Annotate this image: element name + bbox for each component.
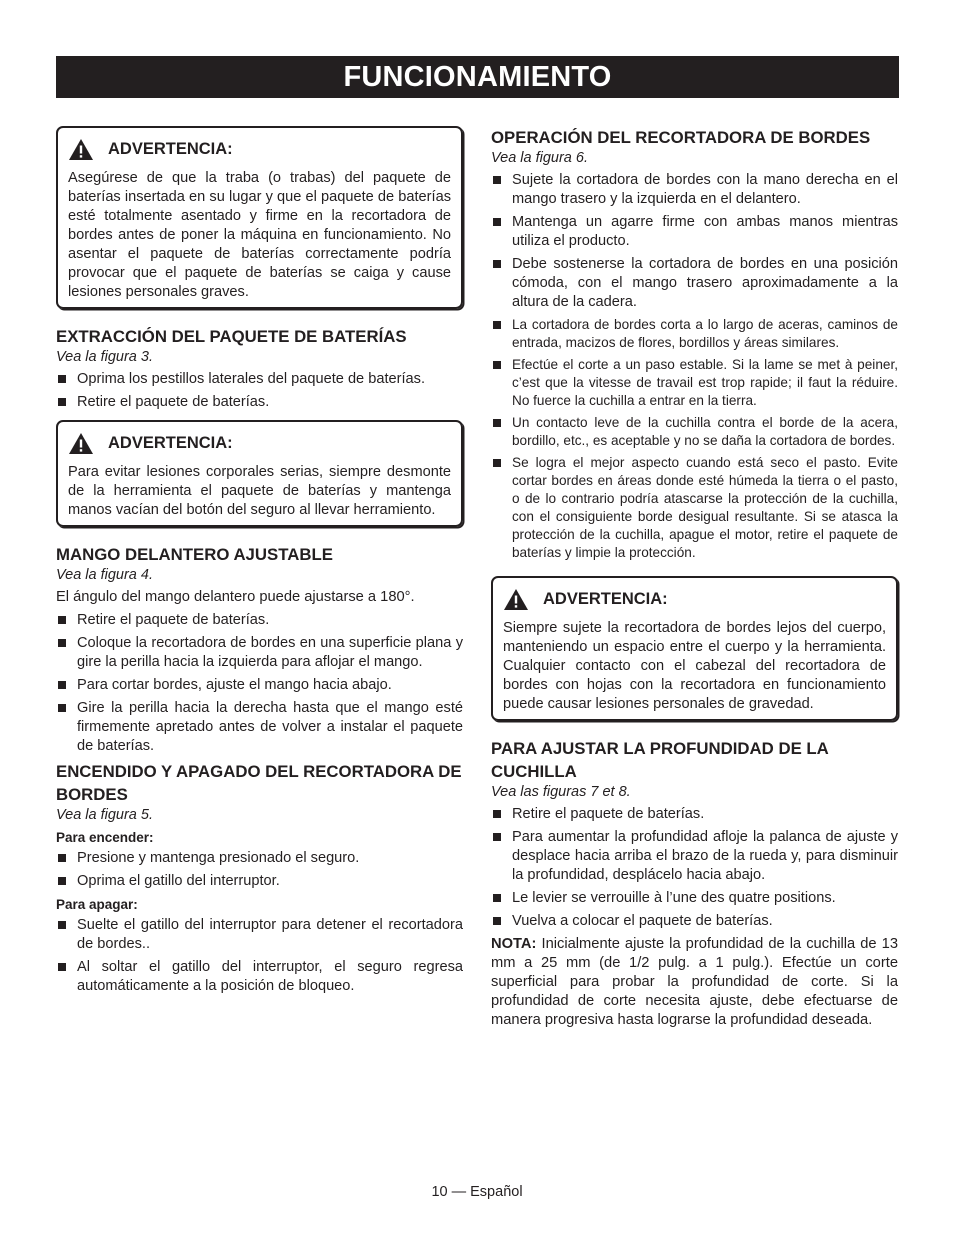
warning-title: ADVERTENCIA: <box>543 590 668 608</box>
warning-box-remove-battery <box>56 420 463 527</box>
list-item: Oprima el gatillo del interruptor. <box>56 872 463 891</box>
warning-triangle-icon <box>503 588 529 611</box>
section-title-extraccion: EXTRACCIÓN DEL PAQUETE DE BATERÍAS <box>56 327 407 346</box>
warning-text: Siempre sujete la recortadora de bordes lejos del cuerpo, manteniendo un espacio entre el cuerpo y la herramienta. Cualquier contacto con el cabezal del recortadora de bordes con hojas con la recortadora en funcionamiento puede causar lesiones personales de gravedad. <box>503 620 886 712</box>
list-item: Retire el paquete de baterías. <box>56 393 463 412</box>
note-paragraph <box>491 935 898 1030</box>
operacion-list <box>491 171 898 312</box>
mango-list <box>56 611 463 756</box>
figure-reference: Vea la figura 4. <box>56 567 153 583</box>
list-item: Suelte el gatillo del interruptor para detener el recortadora de bordes.. <box>56 916 463 954</box>
encender-list <box>56 849 463 891</box>
list-item: Gire la perilla hacia la derecha hasta que el mango esté firmemente apretado antes de volver a instalar el paquete de baterías. <box>56 699 463 756</box>
note-label: NOTA: <box>491 936 537 952</box>
list-item: Coloque la recortadora de bordes en una superficie plana y gire la perilla hacia la izquierda para aflojar el mango. <box>56 634 463 672</box>
list-item: Oprima los pestillos laterales del paquete de baterías. <box>56 370 463 389</box>
list-item: Al soltar el gatillo del interruptor, el seguro regresa automáticamente a la posición de bloqueo. <box>56 958 463 996</box>
list-item: Para aumentar la profundidad afloje la palanca de ajuste y desplace hacia arriba el brazo de la rueda y, para disminuir la profundidad, desplácelo hacia abajo. <box>491 828 898 885</box>
section-title-profundidad: PARA AJUSTAR LA PROFUNDIDAD DE LA CUCHILLA <box>491 739 829 781</box>
subheading-encender: Para encender: <box>56 830 154 845</box>
figure-reference: Vea las figuras 7 et 8. <box>491 784 631 800</box>
warning-triangle-icon <box>68 432 94 455</box>
paragraph: El ángulo del mango delantero puede ajustarse a 180°. <box>56 589 415 605</box>
note-text: Inicialmente ajuste la profundidad de la cuchilla de 13 mm a 25 mm (de 1/2 pulg. a 1 pulg.). Efectúe un corte superficial para probar la profundidad de corte. Si la profundidad de corte necesita ajuste, debe efectuarse de manera progresiva hasta lograrse la profundidad deseada. <box>491 936 898 1028</box>
left-column <box>56 126 463 1000</box>
section-title-operacion: OPERACIÓN DEL RECORTADORA DE BORDES <box>491 128 871 147</box>
apagar-list <box>56 916 463 996</box>
extraccion-list <box>56 370 463 412</box>
list-item: Efectúe el corte a un paso estable. Si la lame se met à peiner, c’est que la vitesse de travail est trop rapide; il faut la réduire. No fuerce la cuchilla a entrar en la tierra. <box>491 356 898 410</box>
list-item: Debe sostenerse la cortadora de bordes en una posición cómoda, con el mango trasero aproximadamente a la altura de la cadera. <box>491 255 898 312</box>
page-title: FUNCIONAMIENTO <box>56 56 899 98</box>
list-item: Mantenga un agarre firme con ambas manos mientras utiliza el producto. <box>491 213 898 251</box>
section-title-encendido: ENCENDIDO Y APAGADO DEL RECORTADORA DE BORDES <box>56 762 462 804</box>
figure-reference: Vea la figura 6. <box>491 150 588 166</box>
list-item: Sujete la cortadora de bordes con la mano derecha en el mango trasero y la izquierda en el delantero. <box>491 171 898 209</box>
subheading-apagar: Para apagar: <box>56 897 138 912</box>
warning-title: ADVERTENCIA: <box>108 140 233 158</box>
list-item: Retire el paquete de baterías. <box>491 805 898 824</box>
figure-reference: Vea la figura 5. <box>56 807 153 823</box>
list-item: Le levier se verrouille à l’une des quatre positions. <box>491 889 898 908</box>
right-column <box>491 126 898 1034</box>
list-item: Para cortar bordes, ajuste el mango hacia abajo. <box>56 676 463 695</box>
warning-title: ADVERTENCIA: <box>108 434 233 452</box>
list-item: Presione y mantenga presionado el seguro. <box>56 849 463 868</box>
warning-text: Asegúrese de que la traba (o trabas) del paquete de baterías insertada en su lugar y que el paquete de baterías esté totalmente asentado y firme en la recortadora de bordes antes de poner la máquina en funcionamiento. No asentar el paquete de baterías correctamente podría provocar que el paquete de baterías se caiga y cause lesiones personales graves. <box>68 170 451 300</box>
page-footer: 10 — Español <box>431 1184 523 1200</box>
profundidad-list <box>491 805 898 931</box>
figure-reference: Vea la figura 3. <box>56 349 153 365</box>
list-item: Un contacto leve de la cuchilla contra el borde de la acera, bordillo, etc., es aceptable y no se daña la cortadora de bordes. <box>491 414 898 450</box>
warning-box-hold-away <box>491 576 898 721</box>
list-item: La cortadora de bordes corta a lo largo de aceras, caminos de entrada, macizos de flores, bordillos y áreas similares. <box>491 316 898 352</box>
list-item: Se logra el mejor aspecto cuando está seco el pasto. Evite cortar bordes en áreas donde esté húmeda la tierra o el pasto, o de lo contrario podría atascarse la protección de la cuchilla, con el consiguiente borde desigual resultante. Si se atasca la protección de la cuchilla, apague el motor, retire el paquete de baterías y limpie la protección. <box>491 454 898 562</box>
section-title-mango: MANGO DELANTERO AJUSTABLE <box>56 545 333 564</box>
list-item: Retire el paquete de baterías. <box>56 611 463 630</box>
warning-box-battery-latch <box>56 126 463 309</box>
operacion-list-small <box>491 316 898 562</box>
warning-text: Para evitar lesiones corporales serias, siempre desmonte de la herramienta el paquete de baterías y mantenga manos vacían del botón del seguro al llevar herramiento. <box>68 464 451 518</box>
list-item: Vuelva a colocar el paquete de baterías. <box>491 912 898 931</box>
warning-triangle-icon <box>68 138 94 161</box>
